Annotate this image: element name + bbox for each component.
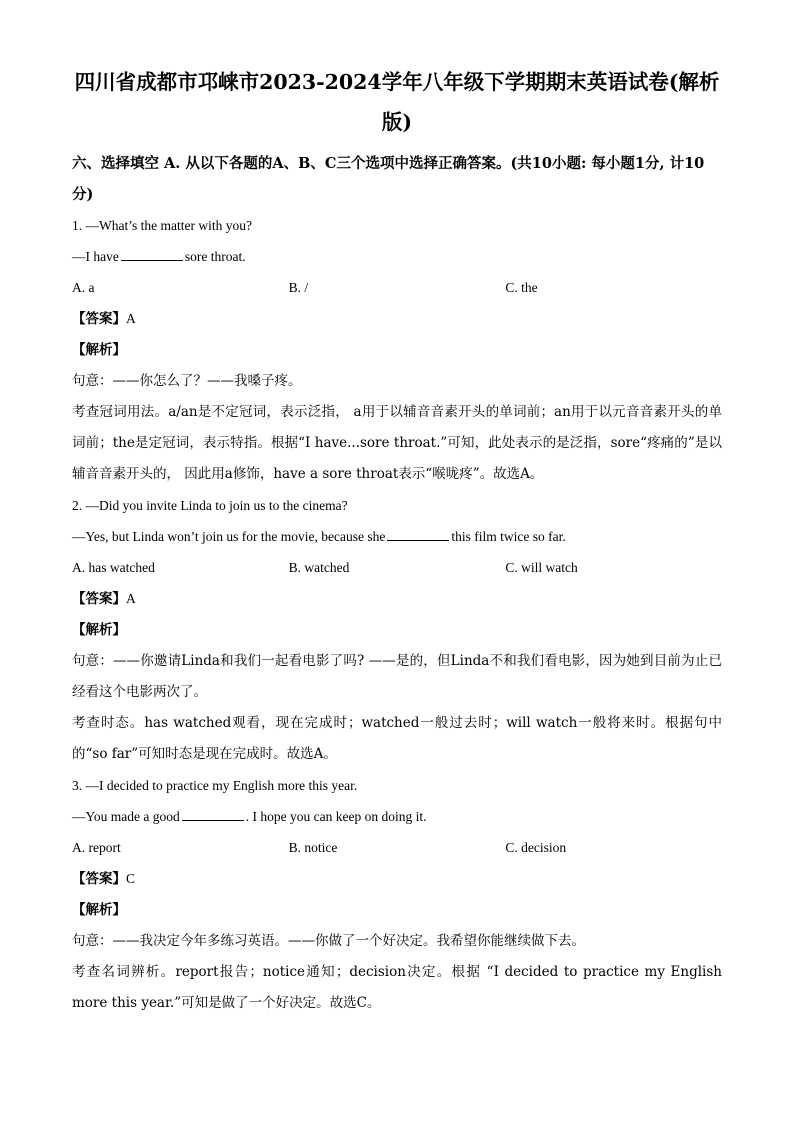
question-text: —I have [72,249,119,264]
question-line [72,241,722,272]
answer-value: C [126,871,136,886]
question-line: 1. —What’s the matter with you? [72,218,252,233]
answer-value: A [126,311,136,326]
option-b: B. / [288,280,309,295]
analysis-label: 【解析】 [72,902,126,918]
question-text: —You made a good [72,809,180,824]
question-block-3 [72,770,722,1019]
question-text: sore throat. [184,249,246,264]
answer-blank [182,808,244,821]
explanation-text: 考查时态。has watched观看，现在完成时；watched一般过去时；will watch一般将来时。根据句中的“so far”可知时态是现在完成时。故选A。 [72,715,722,762]
answer-line [72,303,722,335]
analysis-label: 【解析】 [72,342,126,358]
meaning-text: 句意：——我决定今年多练习英语。——你做了一个好决定。我希望你能继续做下去。 [72,933,585,949]
answer-blank [387,528,449,541]
option-c: C. decision [505,840,567,855]
answer-value: A [126,591,136,606]
explanation-text: 考查名词辨析。report报告；notice通知；decision决定。根据 “I decided to practice my English more this year.”可知是做了一个好决定。故选C。 [72,964,722,1011]
answer-label: 【答案】 [72,311,126,327]
option-c: C. will watch [505,560,578,575]
question-text: this film twice so far. [451,529,566,544]
answer-label: 【答案】 [72,591,126,607]
question-line [72,801,722,832]
meaning-text: 句意：——你怎么了？——我嗓子疼。 [72,373,302,389]
options-row [72,832,722,863]
question-line: 2. —Did you invite Linda to join us to the cinema? [72,498,348,513]
document-page [72,62,722,1019]
answer-label: 【答案】 [72,871,126,887]
answer-blank [121,248,183,261]
meaning-text: 句意：——你邀请Linda和我们一起看电影了吗? ——是的，但Linda不和我们看电影，因为她到目前为止已经看这个电影两次了。 [72,653,722,700]
answer-line [72,863,722,895]
question-text: —Yes, but Linda won’t join us for the movie, because she [72,529,386,544]
question-block-2 [72,490,722,770]
option-a: A. a [72,280,95,295]
answer-line [72,583,722,615]
analysis-label: 【解析】 [72,622,126,638]
option-c: C. the [505,280,538,295]
option-a: A. has watched [72,560,155,575]
question-line [72,521,722,552]
option-b: B. notice [288,840,338,855]
explanation-text: 考查冠词用法。a/an是不定冠词，表示泛指， a用于以辅音音素开头的单词前；an用于以元音音素开头的单词前；the是定冠词，表示特指。根据“I have...sore throat.”可知，此处表示的是泛指，sore“疼痛的”是以辅音音素开头的， 因此用a修饰，have a sore throat表示“喉咙疼”。故选A。 [72,404,722,482]
question-text: . I hope you can keep on doing it. [245,809,427,824]
document-title: 四川省成都市邛崃市2023-2024学年八年级下学期期末英语试卷(解析版) [74,70,720,134]
option-b: B. watched [288,560,350,575]
options-row [72,552,722,583]
option-a: A. report [72,840,121,855]
question-block-1 [72,210,722,490]
options-row [72,272,722,303]
question-line: 3. —I decided to practice my English more this year. [72,778,358,793]
section-heading: 六、选择填空 A. 从以下各题的A、B、C三个选项中选择正确答案。(共10小题: 每小题1分, 计10分) [72,155,705,203]
